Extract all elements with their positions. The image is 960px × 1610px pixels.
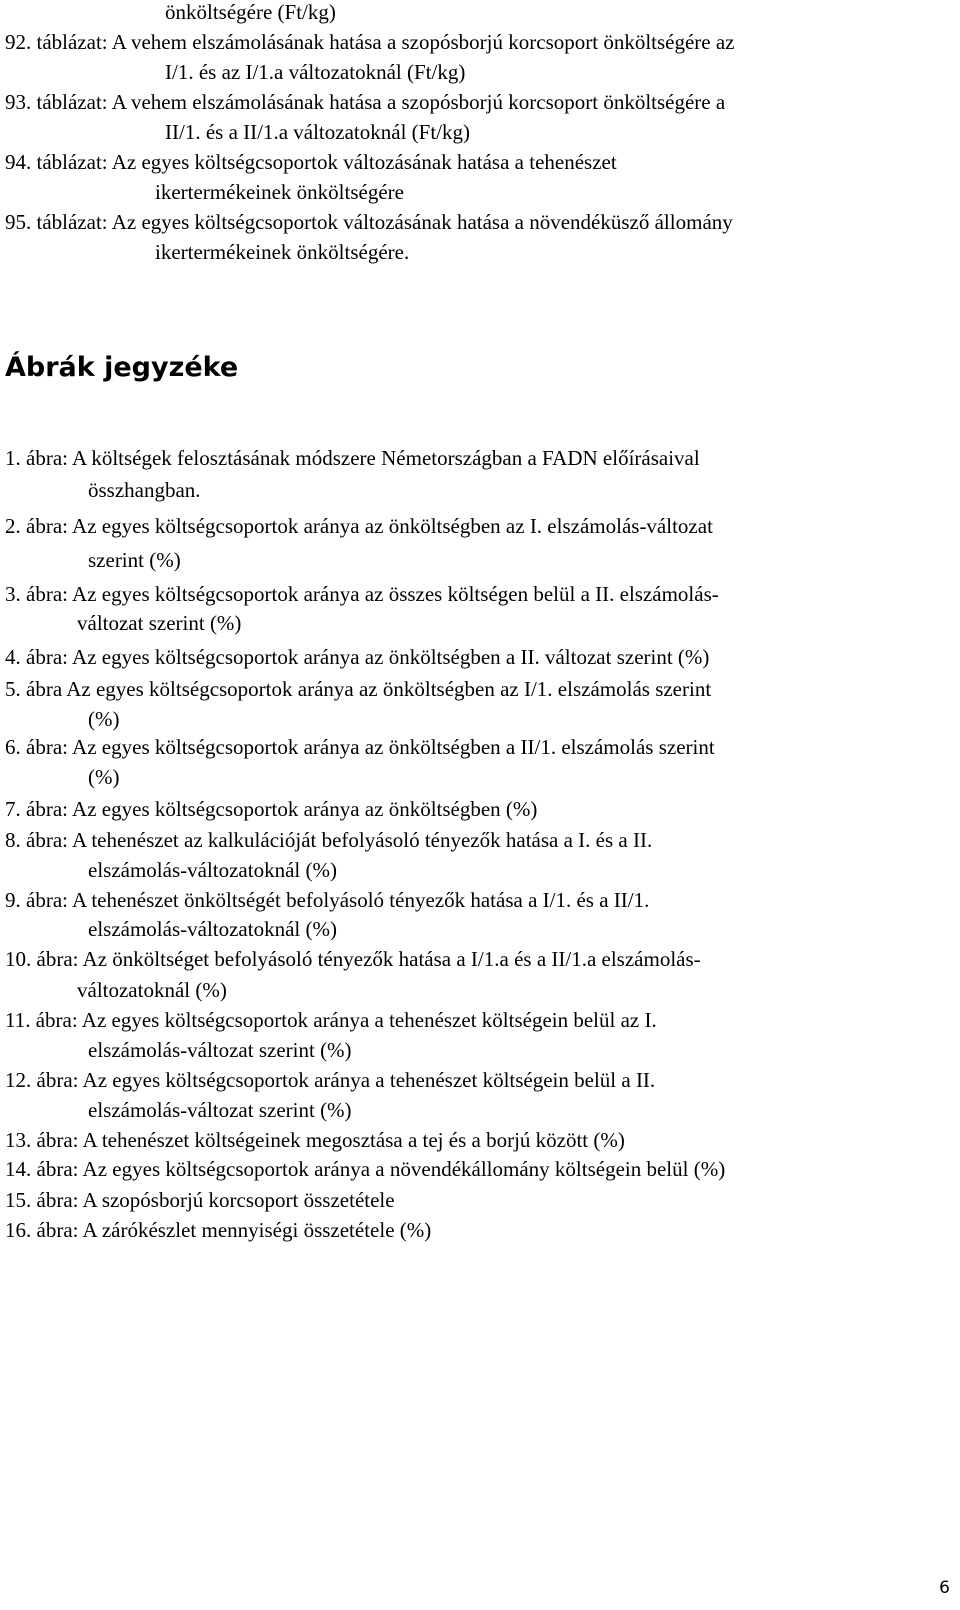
list-item: 11. ábra: Az egyes költségcsoportok aránya a tehenészet költségein belül az I. xyxy=(5,1008,657,1032)
list-item: elszámolás-változat szerint (%) xyxy=(88,1038,352,1062)
list-item: (%) xyxy=(88,707,120,731)
list-item: 1. ábra: A költségek felosztásának módszere Németországban a FADN előírásaival xyxy=(5,446,700,470)
list-item: 6. ábra: Az egyes költségcsoportok aránya az önköltségben a II/1. elszámolás szerint xyxy=(5,735,715,759)
list-item: I/1. és az I/1.a változatoknál (Ft/kg) xyxy=(165,60,466,84)
list-item: változatoknál (%) xyxy=(77,978,227,1002)
list-item: II/1. és a II/1.a változatoknál (Ft/kg) xyxy=(165,120,470,144)
list-item: elszámolás-változat szerint (%) xyxy=(88,1098,352,1122)
list-item: 10. ábra: Az önköltséget befolyásoló tényezők hatása a I/1.a és a II/1.a elszámolás- xyxy=(5,947,701,971)
list-item: ikertermékeinek önköltségére. xyxy=(155,240,410,264)
list-item: 4. ábra: Az egyes költségcsoportok aránya az önköltségben a II. változat szerint (%) xyxy=(5,645,710,669)
list-item: 9. ábra: A tehenészet önköltségét befolyásoló tényezők hatása a I/1. és a II/1. xyxy=(5,888,650,912)
list-item: 14. ábra: Az egyes költségcsoportok aránya a növendékállomány költségein belül (%) xyxy=(5,1157,726,1181)
list-item: 94. táblázat: Az egyes költségcsoportok változásának hatása a tehenészet xyxy=(5,150,617,174)
list-item: 95. táblázat: Az egyes költségcsoportok változásának hatása a növendéküsző állomány xyxy=(5,210,733,234)
list-item: ikertermékeinek önköltségére xyxy=(155,180,404,204)
list-item: 92. táblázat: A vehem elszámolásának hatása a szopósborjú korcsoport önköltségére az xyxy=(5,30,735,54)
list-item: 5. ábra Az egyes költségcsoportok aránya az önköltségben az I/1. elszámolás szerint xyxy=(5,677,712,701)
list-item: 15. ábra: A szopósborjú korcsoport összetétele xyxy=(5,1188,395,1212)
list-item: összhangban. xyxy=(88,478,201,502)
list-item: önköltségére (Ft/kg) xyxy=(165,0,336,24)
list-item: elszámolás-változatoknál (%) xyxy=(88,858,337,882)
list-item: 13. ábra: A tehenészet költségeinek megosztása a tej és a borjú között (%) xyxy=(5,1128,625,1152)
list-item: változat szerint (%) xyxy=(77,611,242,635)
page-number: 6 xyxy=(939,1578,950,1598)
list-item: 16. ábra: A zárókészlet mennyiségi összetétele (%) xyxy=(5,1218,432,1242)
list-item: 8. ábra: A tehenészet az kalkulációját befolyásoló tényezők hatása a I. és a II. xyxy=(5,828,653,852)
list-item: 2. ábra: Az egyes költségcsoportok aránya az önköltségben az I. elszámolás-változat xyxy=(5,514,713,538)
list-item: (%) xyxy=(88,765,120,789)
figures-heading: Ábrák jegyzéke xyxy=(5,352,239,383)
list-item: 7. ábra: Az egyes költségcsoportok aránya az önköltségben (%) xyxy=(5,797,538,821)
list-item: 3. ábra: Az egyes költségcsoportok aránya az összes költségen belül a II. elszámolás- xyxy=(5,582,719,606)
list-item: 93. táblázat: A vehem elszámolásának hatása a szopósborjú korcsoport önköltségére a xyxy=(5,90,726,114)
list-item: szerint (%) xyxy=(88,548,181,572)
list-item: 12. ábra: Az egyes költségcsoportok aránya a tehenészet költségein belül a II. xyxy=(5,1068,656,1092)
list-item: elszámolás-változatoknál (%) xyxy=(88,917,337,941)
